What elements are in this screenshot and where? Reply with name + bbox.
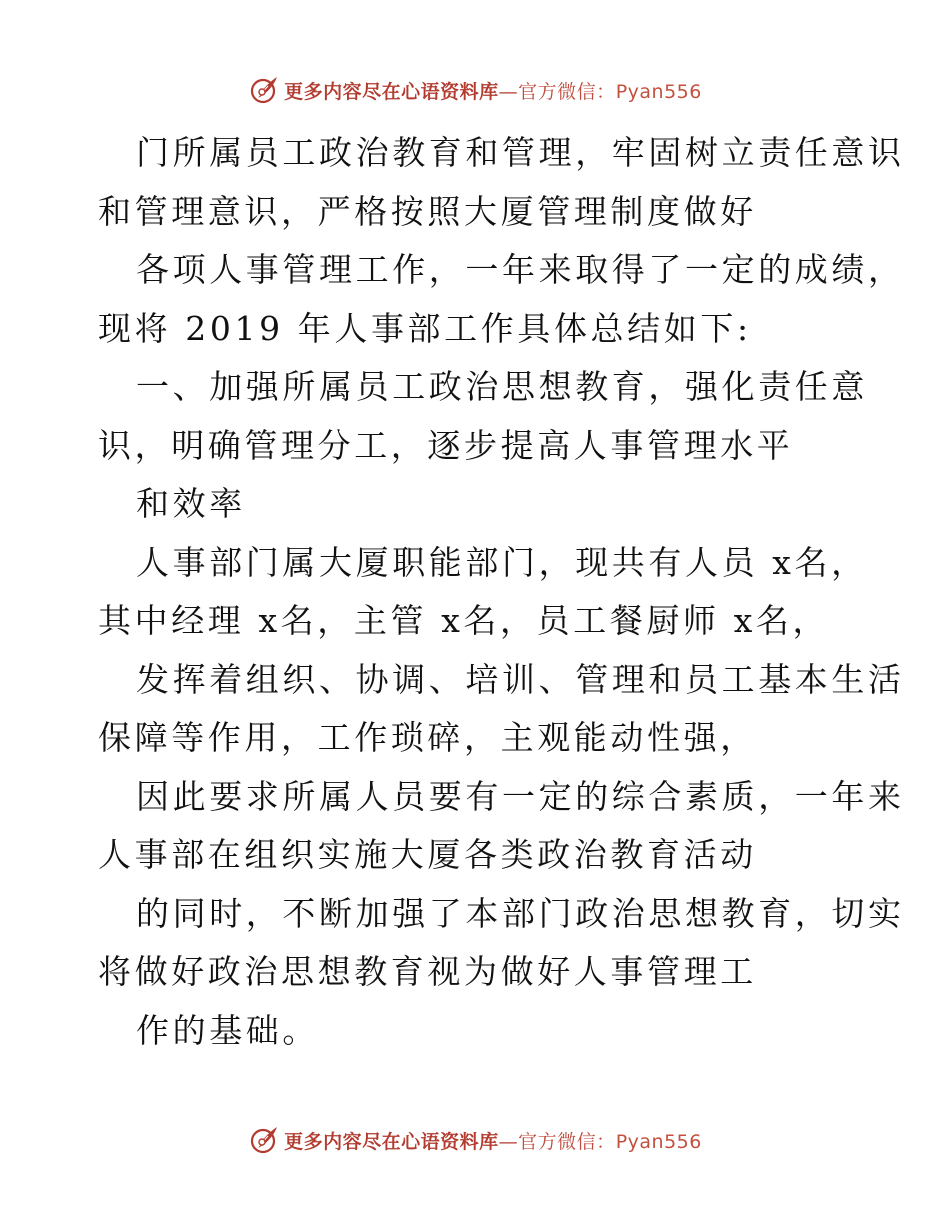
body-text-line: 各项人事管理工作，一年来取得了一定的成绩，: [136, 250, 905, 289]
body-text-line: 作的基础。: [136, 1010, 319, 1050]
banner-wechat-id: Pyan556: [615, 1130, 702, 1153]
body-text-line: 门所属员工政治教育和管理，牢固树立责任意识: [136, 133, 905, 172]
banner-dash: —: [498, 80, 519, 103]
document-body: [98, 124, 905, 1060]
body-text-line: 和效率: [136, 484, 246, 523]
banner-dash: —: [498, 1130, 519, 1153]
body-text-line: 因此要求所属人员要有一定的综合素质，一年来: [136, 776, 905, 816]
banner-site-text: 更多内容尽在心语资料库: [284, 1130, 499, 1153]
body-text-line: 和管理意识，严格按照大厦管理制度做好: [98, 191, 757, 231]
feather-pen-icon: [248, 74, 280, 106]
banner-wechat-label: 官方微信：: [518, 80, 616, 103]
body-text-line: 现将 2019 年人事部工作具体总结如下:: [98, 308, 752, 348]
body-text-line: 将做好政治思想教育视为做好人事管理工: [98, 952, 757, 991]
body-text-line: 人事部在组织实施大厦各类政治教育活动: [98, 835, 757, 874]
banner-text: [284, 1127, 702, 1154]
body-text-line: 一、加强所属员工政治思想教育，强化责任意: [136, 367, 868, 406]
header-banner: [0, 72, 950, 108]
body-text-line: 发挥着组织、协调、培训、管理和员工基本生活: [136, 659, 905, 699]
banner-site-text: 更多内容尽在心语资料库: [284, 80, 499, 103]
body-text-line: 的同时，不断加强了本部门政治思想教育，切实: [136, 893, 905, 933]
footer-banner: [0, 1122, 950, 1158]
feather-pen-icon: [248, 1124, 280, 1156]
body-text-line: 保障等作用，工作琐碎，主观能动性强，: [98, 718, 757, 757]
body-text-line: 识，明确管理分工，逐步提高人事管理水平: [98, 425, 794, 465]
body-text-line: 其中经理 x名，主管 x名，员工餐厨师 x名，: [98, 601, 830, 640]
banner-wechat-label: 官方微信：: [518, 1130, 616, 1153]
banner-wechat-id: Pyan556: [615, 80, 702, 103]
body-text-line: 人事部门属大厦职能部门，现共有人员 x名，: [136, 542, 868, 582]
banner-text: [284, 77, 702, 104]
